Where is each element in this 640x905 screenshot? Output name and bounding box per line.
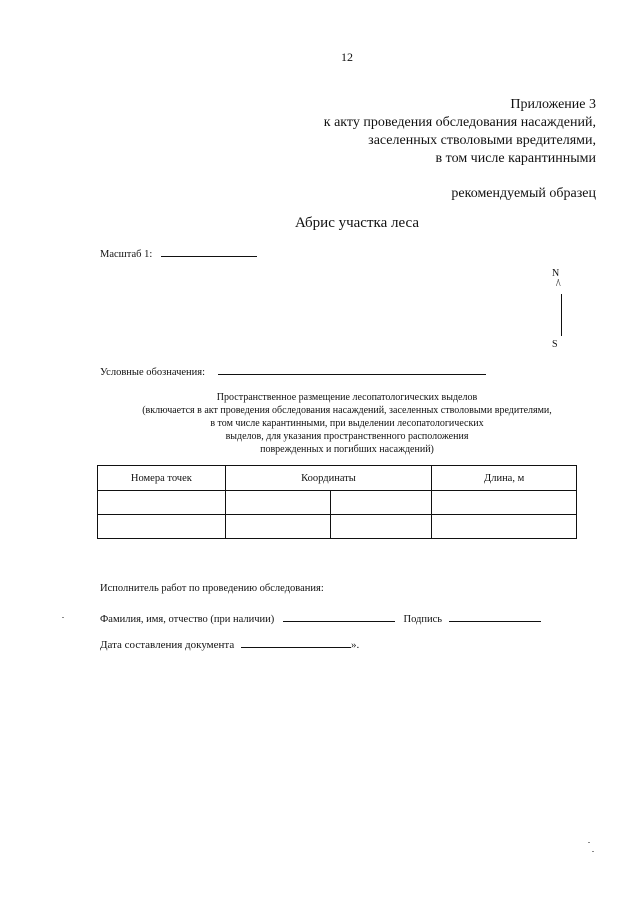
note-line: в том числе карантинными, при выделении лесопатологических <box>210 418 484 429</box>
table-cell[interactable] <box>330 515 432 539</box>
appendix-line: в том числе карантинными <box>435 151 596 166</box>
page-number: 12 <box>341 50 353 64</box>
date-suffix: ». <box>350 639 360 651</box>
date-label: Дата составления документа <box>100 639 235 651</box>
scale-input-line[interactable] <box>161 245 257 257</box>
table-row <box>98 491 577 515</box>
legend-input-line[interactable] <box>218 363 486 375</box>
table-cell[interactable] <box>225 491 330 515</box>
note-line: (включается в акт проведения обследования насаждений, заселенных стволовыми вредителями, <box>142 405 552 416</box>
header-point-numbers: Номера точек <box>98 466 226 491</box>
north-label: N <box>552 268 560 279</box>
compass-stem <box>561 294 562 336</box>
scale-field <box>100 245 257 260</box>
appendix-line: к акту проведения обследования насаждений, <box>323 115 596 130</box>
legend-field <box>100 363 486 378</box>
note-line: выделов, для указания пространственного расположения <box>225 431 469 442</box>
table-cell[interactable] <box>330 491 432 515</box>
fio-input-line[interactable] <box>283 610 395 622</box>
note-line: Пространственное размещение лесопатологических выделов <box>216 392 478 403</box>
table-row <box>98 515 577 539</box>
fio-label: Фамилия, имя, отчество (при наличии) <box>100 614 275 625</box>
table-header-row <box>98 466 577 491</box>
table-cell[interactable] <box>432 491 577 515</box>
header-coordinates: Координаты <box>225 466 432 491</box>
north-arrow-icon: /\ <box>556 278 560 289</box>
scale-label: Масштаб 1: <box>100 249 153 260</box>
appendix-heading <box>324 96 596 168</box>
signature-label: Подпись <box>403 614 443 625</box>
table-cell[interactable] <box>98 491 226 515</box>
sample-label: рекомендуемый образец <box>451 186 596 201</box>
date-input-line[interactable] <box>241 636 351 648</box>
compass-rose <box>540 268 580 352</box>
south-label: S <box>552 339 558 350</box>
appendix-line: Приложение 3 <box>510 97 596 112</box>
table-cell[interactable] <box>432 515 577 539</box>
document-title: Абрис участка леса <box>294 215 420 231</box>
scan-speck <box>62 617 64 618</box>
scan-speck <box>588 842 590 843</box>
appendix-line: заселенных стволовыми вредителями, <box>368 133 596 148</box>
spatial-placement-note <box>0 391 640 456</box>
header-length: Длина, м <box>432 466 577 491</box>
date-field <box>100 636 359 651</box>
executor-label: Исполнитель работ по проведению обследования: <box>100 583 324 594</box>
table-cell[interactable] <box>98 515 226 539</box>
signature-input-line[interactable] <box>449 610 541 622</box>
fio-signature-field <box>100 610 541 625</box>
legend-label: Условные обозначения: <box>100 367 206 378</box>
note-line: поврежденных и погибших насаждений) <box>260 444 434 455</box>
table-cell[interactable] <box>225 515 330 539</box>
scan-speck <box>592 851 594 852</box>
coordinates-table <box>97 465 577 539</box>
